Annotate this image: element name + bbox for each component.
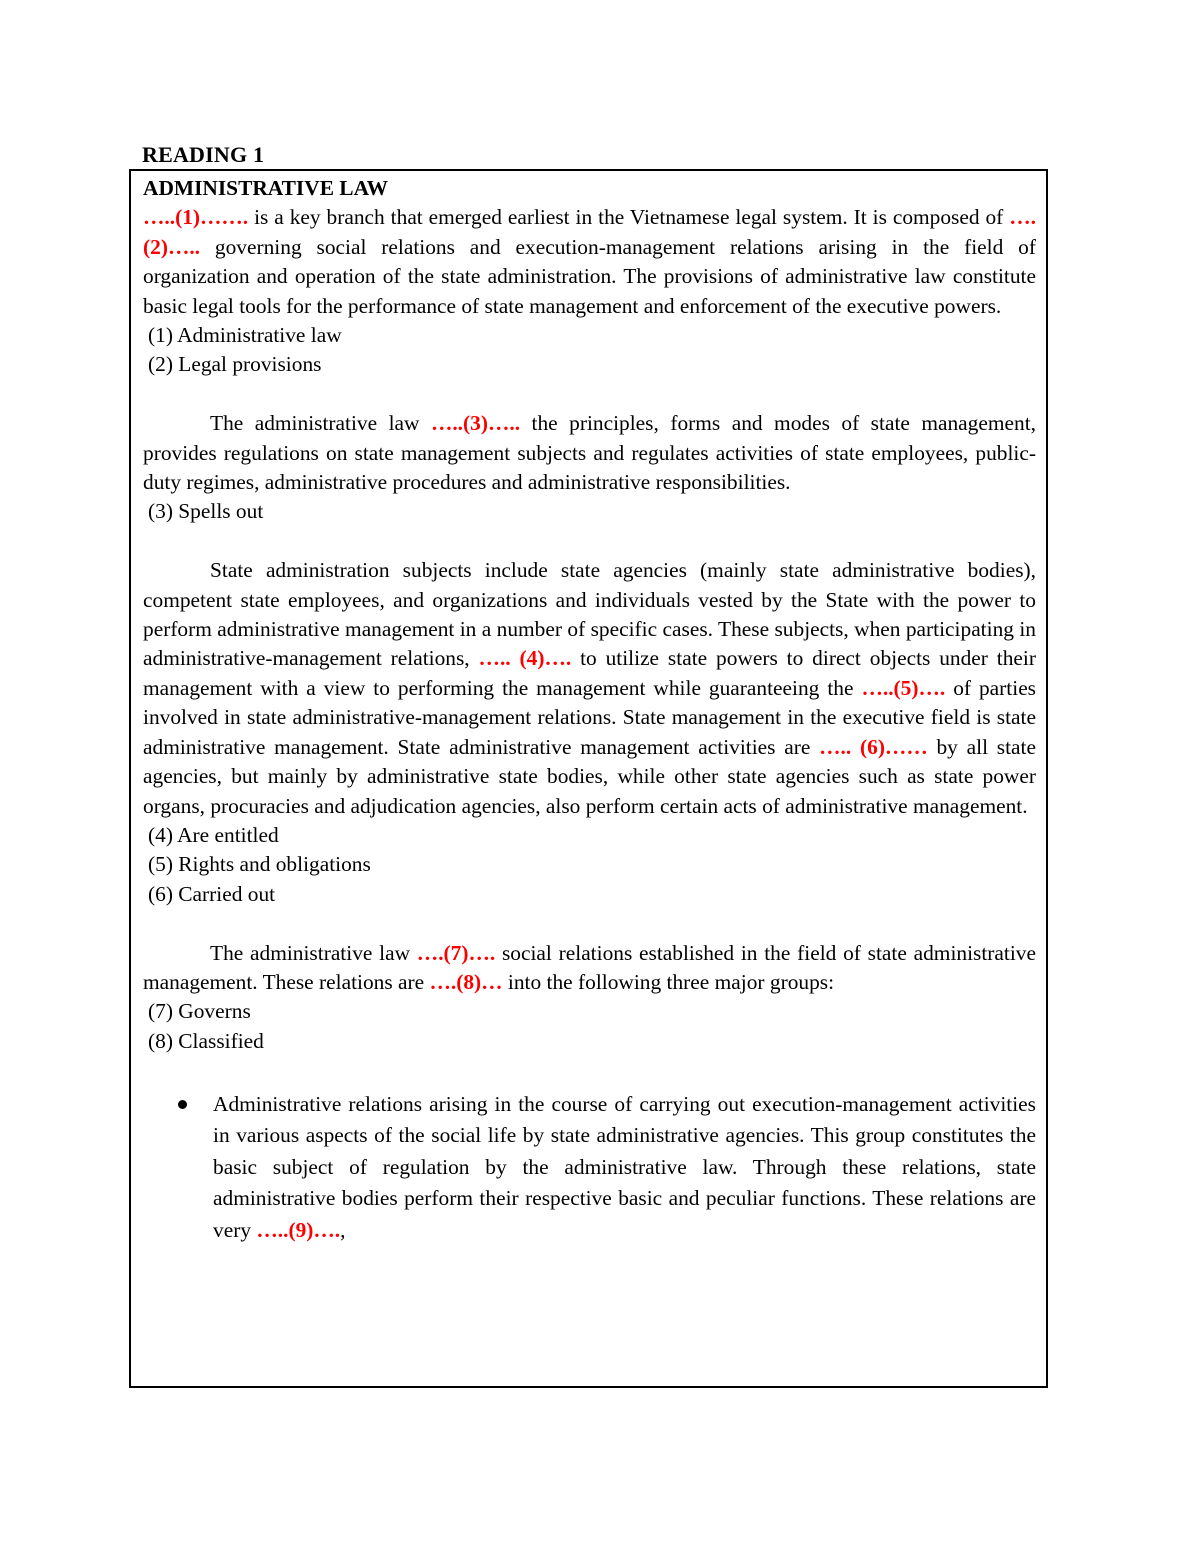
blank-3: …..(3)…..	[430, 411, 521, 436]
answer-3: (3) Spells out	[148, 499, 264, 524]
reading-heading: READING 1	[142, 142, 265, 167]
relations-list	[143, 1089, 1036, 1247]
reading-content	[143, 174, 1036, 1246]
spacer	[143, 527, 1036, 556]
bullet-1-text-a: Administrative relations arising in the course of carrying out execution-management activities in various aspects of the social life by state administrative agencies. This group constitutes the basic subject of regulation by the administrative law. Through these relations, state administrative bodies perform their respective basic and peculiar functions. These relations are very	[213, 1091, 1036, 1242]
answer-2: (2) Legal provisions	[148, 352, 322, 377]
answer-6: (6) Carried out	[148, 881, 276, 906]
blank-1: …..(1)…….	[143, 205, 249, 230]
answer-7: (7) Governs	[148, 999, 251, 1024]
blank-4: ….. (4)….	[478, 646, 572, 671]
bullet-1-text-b: ,	[340, 1217, 346, 1242]
blank-6: ….. (6)……	[819, 734, 928, 759]
reading-box	[129, 169, 1048, 1388]
blank-9: …..(9)….	[256, 1217, 341, 1242]
paragraph-3-text-b: to utilize state powers to direct objects under their management with a view to performing the management while guaranteeing the	[143, 646, 1036, 700]
blank-8: ….(8)…	[429, 969, 503, 994]
paragraph-4-text-a: The administrative law	[210, 940, 417, 965]
paragraph-2	[143, 409, 1036, 497]
paragraph-2-text-a: The administrative law	[210, 411, 431, 436]
answer-4: (4) Are entitled	[148, 822, 279, 847]
answer-1: (1) Administrative law	[148, 323, 342, 348]
paragraph-4-text-c: into the following three major groups:	[502, 969, 835, 994]
paragraph-2-text-b: the principles, forms and modes of state management, provides regulations on state management subjects and regulates activities of state employees, public-duty regimes, administrative procedures and administrative responsibilities.	[143, 411, 1036, 495]
section-title: ADMINISTRATIVE LAW	[143, 176, 389, 200]
paragraph-3-text-d: by all state agencies, but mainly by administrative state bodies, while other state agencies such as state power organs, procuracies and adjudication agencies, also perform certain acts of administrative management.	[143, 734, 1036, 818]
paragraph-4-text-b: social relations established in the field of state administrative management. These relations are	[143, 940, 1036, 994]
paragraph-3	[143, 556, 1036, 821]
paragraph-1-text-b: governing social relations and execution-management relations arising in the field of organization and operation of the state administration. The provisions of administrative law constitute basic legal tools for the performance of state management and enforcement of the executive powers.	[143, 234, 1036, 318]
blank-5: …..(5)….	[861, 675, 946, 700]
paragraph-4	[143, 939, 1036, 998]
paragraph-3-text-a: State administration subjects include state agencies (mainly state administrative bodies), competent state employees, and organizations and individuals vested by the State with the power to perform administrative management in a number of specific cases. These subjects, when participating in administrative-management relations,	[143, 558, 1036, 671]
answer-5: (5) Rights and obligations	[148, 852, 371, 877]
paragraph-1-text-a: is a key branch that emerged earliest in the Vietnamese legal system. It is composed of	[248, 205, 1010, 230]
spacer	[143, 380, 1036, 409]
paragraph-3-text-c: of parties involved in state administrative-management relations. State management in the executive field is state administrative management. State administrative management activities are	[143, 675, 1037, 759]
spacer	[143, 1056, 1036, 1085]
answer-8: (8) Classified	[148, 1028, 264, 1053]
bullet-icon	[178, 1100, 187, 1109]
blank-2: ….(2)…..	[143, 205, 1036, 259]
blank-7: ….(7)….	[416, 940, 496, 965]
list-item	[143, 1089, 1036, 1247]
spacer	[143, 909, 1036, 938]
paragraph-1	[143, 203, 1036, 321]
